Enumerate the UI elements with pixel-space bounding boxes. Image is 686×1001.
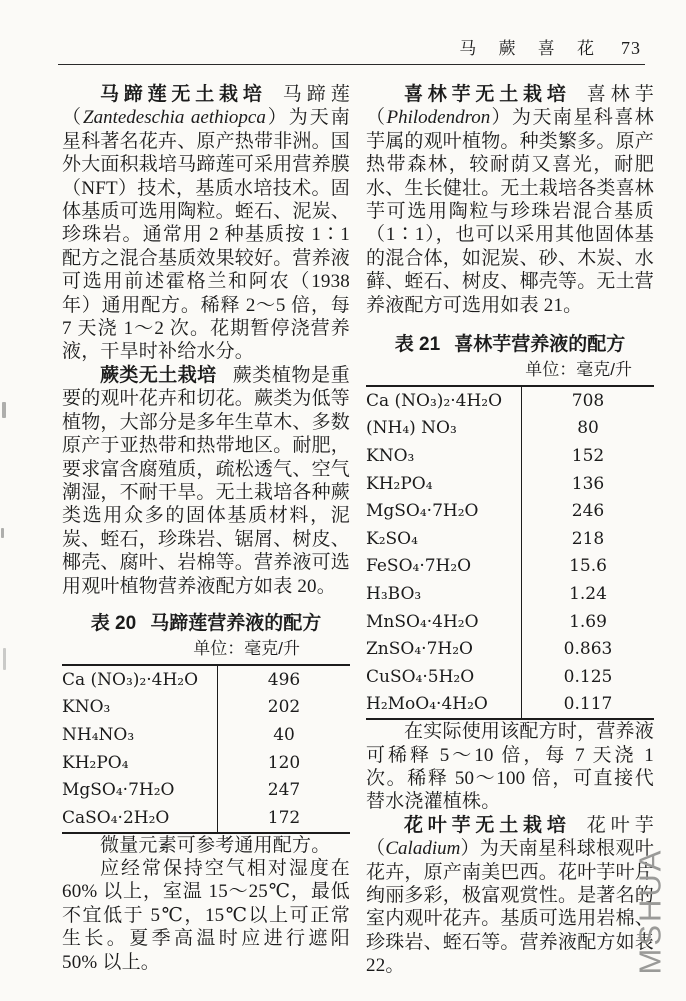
formula-cell: KH₂PO₄	[62, 749, 218, 777]
formula-cell: Ca (NO₃)₂·4H₂O	[62, 665, 218, 694]
table21-body	[366, 386, 654, 719]
paragraph-fern	[62, 364, 350, 598]
right-column	[366, 83, 654, 978]
watermark-text: MSHUA	[632, 847, 668, 975]
amount-cell: 120	[267, 752, 301, 773]
table21-unit: 单位：毫克/升	[525, 360, 632, 380]
paragraph-text: 花叶芋（	[366, 814, 654, 860]
table20-unit: 单位：毫克/升	[193, 638, 300, 658]
section-heading-calla: 马蹄莲无土栽培	[100, 84, 267, 105]
table-row	[62, 804, 350, 833]
paragraph-philodendron-intro	[366, 83, 654, 317]
paragraph-caladium-intro	[366, 814, 654, 978]
table-row	[62, 721, 350, 749]
table21-label: 表 21	[394, 334, 441, 356]
paragraph-trace-elements: 微量元素可参考通用配方。	[100, 834, 331, 856]
amount-cell: 218	[571, 528, 605, 549]
table-row	[366, 580, 654, 608]
table20-label: 表 20	[90, 612, 137, 634]
amount-cell: 80	[577, 418, 599, 439]
table20-caption: 马蹄莲营养液的配方	[150, 612, 322, 634]
scan-artifact	[1, 528, 4, 538]
paragraph-calla-intro	[62, 83, 350, 364]
latin-name-philodendron: Philodendron	[386, 107, 491, 129]
paragraph-humidity-temp: 应经常保持空气相对湿度在 60% 以上，室温 15～25℃，最低不宜低于 5℃，15℃以上可正常生长。夏季高温时应进行遮阳 50% 以上。	[62, 857, 350, 973]
formula-cell: H₂MoO₄·4H₂O	[366, 691, 522, 720]
amount-cell: 246	[571, 501, 605, 522]
paragraph-dilution: 在实际使用该配方时，营养液可稀释 5～10 倍，每 7 天浇 1 次。稀释 50～100 倍，可直接代替水浇灌植株。	[366, 721, 654, 813]
formula-cell: KNO₃	[62, 694, 218, 722]
table20-nutrient-formula	[62, 664, 350, 834]
table-row	[366, 497, 654, 525]
formula-cell: K₂SO₄	[366, 525, 522, 553]
amount-cell: 40	[273, 724, 295, 745]
amount-cell: 1.24	[569, 584, 607, 605]
amount-cell: 0.125	[563, 666, 613, 687]
paragraph-text: ）为天南星科球根观叶花卉，原产南美巴西。花叶芋叶片绚丽多彩，极富观赏性。是著名的室内观叶花卉。基质可选用岩棉、珍珠岩、蛭石等。营养液配方如表 22。	[366, 838, 655, 977]
formula-cell: MnSO₄·4H₂O	[366, 608, 522, 636]
formula-cell: CaSO₄·2H₂O	[62, 804, 218, 833]
table21-caption: 喜林芋营养液的配方	[454, 334, 626, 356]
latin-name-zantedeschia: Zantedeschia aethiopca	[83, 107, 266, 129]
paragraph-text: ）为天南星科著名花卉、原产热带非洲。国外大面积栽培马蹄莲可采用营养膜（NFT）技术，基质水培技术。固体基质可选用陶粒。蛭石、泥炭、珍珠岩。通常用 2 种基质按 1∶1 配方之混合基质效果较好。营养液可选用前述霍格兰和阿农（1938 年）通用配方。稀释 2～5 倍，每 7 天浇 1～2 次。花期暂停浇营养液，干旱时补给水分。	[62, 107, 351, 363]
table20-title	[62, 612, 350, 636]
paragraph-text: 马蹄莲（	[62, 84, 350, 129]
formula-cell: KH₂PO₄	[366, 470, 522, 498]
formula-cell: MgSO₄·7H₂O	[366, 497, 522, 525]
table-row	[62, 665, 350, 694]
table-row	[366, 442, 654, 470]
amount-cell: 496	[267, 669, 301, 690]
left-column	[62, 83, 350, 978]
table-row	[366, 691, 654, 720]
table-row	[62, 776, 350, 804]
table-row	[366, 525, 654, 553]
formula-cell: ZnSO₄·7H₂O	[366, 635, 522, 663]
amount-cell: 136	[571, 473, 605, 494]
header-rule	[58, 64, 645, 65]
formula-cell: FeSO₄·7H₂O	[366, 553, 522, 581]
formula-cell: NH₄NO₃	[62, 721, 218, 749]
two-column-layout	[62, 83, 655, 978]
header-title: 马 蕨 喜 花	[459, 39, 603, 58]
table20-body	[62, 665, 350, 833]
table-row	[62, 749, 350, 777]
table-row	[366, 415, 654, 443]
formula-cell: (NH₄) NO₃	[366, 415, 522, 443]
table-row	[366, 635, 654, 663]
section-heading-philodendron: 喜林芋无土栽培	[404, 84, 571, 105]
formula-cell: H₃BO₃	[366, 580, 522, 608]
table21-title	[366, 333, 654, 357]
amount-cell: 202	[267, 697, 301, 718]
paragraph-text: 蕨类植物是重要的观叶花卉和切花。蕨类为低等植物，大部分是多年生草木、多数原产于亚热带和热带地区。耐肥，要求富含腐殖质，疏松透气、空气潮湿，不耐干旱。无土栽培各种蕨类选用众多的固体基质材料，泥炭、蛭石，珍珠岩、锯屑、树皮、椰壳、腐叶、岩棉等。营养液可选用观叶植物营养液配方如表 20。	[62, 364, 351, 597]
page-number: 73	[621, 38, 641, 58]
formula-cell: MgSO₄·7H₂O	[62, 776, 218, 804]
amount-cell: 152	[571, 446, 605, 467]
amount-cell: 0.117	[563, 694, 613, 715]
table-row	[366, 608, 654, 636]
paragraph-text: 喜林芋（	[366, 84, 654, 129]
running-header	[62, 34, 655, 59]
scan-artifact	[3, 648, 6, 670]
table-row	[366, 553, 654, 581]
table21-nutrient-formula	[366, 385, 654, 720]
formula-cell: Ca (NO₃)₂·4H₂O	[366, 386, 522, 415]
formula-cell: CuSO₄·5H₂O	[366, 663, 522, 691]
amount-cell: 0.863	[563, 639, 613, 660]
scan-artifact	[2, 402, 6, 418]
table-row	[366, 386, 654, 415]
amount-cell: 172	[267, 807, 301, 828]
formula-cell: KNO₃	[366, 442, 522, 470]
table-row	[366, 663, 654, 691]
amount-cell: 1.69	[569, 611, 607, 632]
paragraph-text: ）为天南星科喜林芋属的观叶植物。种类繁多。原产热带森林，较耐荫又喜光，耐肥水、生长健壮。无土栽培各类喜林芋可选用陶粒与珍珠岩混合基质（1∶1），也可以采用其他固体基的混合体，如泥炭、砂、木炭、水藓、蛭石、树皮、椰壳等。无土营养液配方可选用如表 21。	[366, 107, 655, 316]
amount-cell: 708	[571, 390, 605, 411]
table-row	[62, 694, 350, 722]
amount-cell: 247	[267, 780, 301, 801]
latin-name-caladium: Caladium	[385, 838, 461, 860]
amount-cell: 15.6	[569, 556, 607, 577]
section-heading-caladium: 花叶芋无土栽培	[404, 814, 571, 836]
section-heading-fern: 蕨类无土栽培	[100, 364, 217, 386]
table-row	[366, 470, 654, 498]
